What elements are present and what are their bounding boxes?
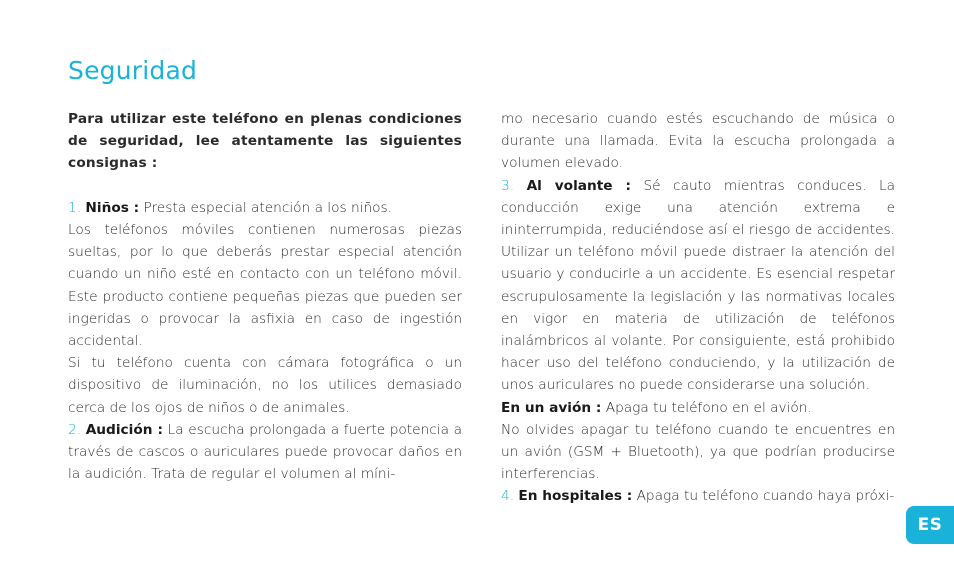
item-lead: Presta especial atención a los niños. — [139, 199, 392, 216]
item-keyword: Audición : — [85, 421, 163, 438]
item-keyword: Niños : — [85, 199, 140, 216]
paragraph-gap — [68, 175, 462, 197]
hearing-continuation: mo necesario cuando estés escuchando de música o durante una llamada. Evita la escucha prolongada a volumen elevado. — [501, 111, 895, 172]
children-camera-paragraph: Si tu teléfono cuenta con cámara fotográfica o un dispositivo de iluminación, no los utilices demasiado cerca de los ojos de niños o de animales. — [68, 355, 462, 416]
children-paragraph: Los teléfonos móviles contienen numerosas piezas sueltas, por lo que deberás prestar especial atención cuando un niño esté en contacto con un teléfono móvil. Este producto contiene pequeñas piezas que pueden ser ingeridas o provocar la asfixia en caso de ingestión accidental. — [68, 222, 462, 350]
item-number: 1. — [68, 199, 82, 216]
item-text: Apaga tu teléfono cuando haya próxi- — [632, 488, 895, 505]
item-keyword: En hospitales : — [518, 488, 633, 505]
children-heading — [68, 197, 462, 219]
plane-heading — [501, 397, 895, 419]
plane-paragraph: No olvides apagar tu teléfono cuando te encuentres en un avión (GSM + Bluetooth), ya que podrían producirse interferencias. — [501, 421, 895, 483]
item-number: 3. — [501, 177, 515, 194]
right-column — [501, 108, 895, 508]
item-keyword: Al volante : — [526, 177, 631, 194]
hospital-paragraph — [501, 485, 895, 507]
intro-paragraph: Para utilizar este teléfono en plenas condiciones de seguridad, lee atentamente las siguientes consignas : — [68, 111, 462, 172]
item-text: Sé cauto mientras conduces. La conducción exige una atención extrema e ininterrumpida, reduciéndose así el riesgo de accidentes. Utilizar un teléfono móvil puede distraer la atención del usuario y conducirle a un accidente. Es esencial respetar escrupulosamente la legislación y las normativas locales en vigor en materia de utilización de teléfonos inalámbricos al volante. Por consiguiente, está prohibido hacer uso del teléfono conduciendo, y la utilización de unos auriculares no puede considerarse una solución. — [501, 177, 895, 394]
item-number: 2. — [68, 421, 82, 438]
item-keyword: En un avión : — [501, 399, 602, 416]
language-badge: ES — [906, 506, 954, 544]
left-column — [68, 108, 462, 485]
page-title: Seguridad — [68, 56, 198, 85]
item-number: 4. — [501, 488, 515, 505]
hearing-paragraph — [68, 419, 462, 486]
item-lead: Apaga tu teléfono en el avión. — [601, 399, 812, 416]
driving-paragraph — [501, 175, 895, 397]
item-text: La escucha prolongada a fuerte potencia a través de cascos o auriculares puede provocar daños en la audición. Trata de regular el volumen al míni- — [68, 421, 462, 483]
